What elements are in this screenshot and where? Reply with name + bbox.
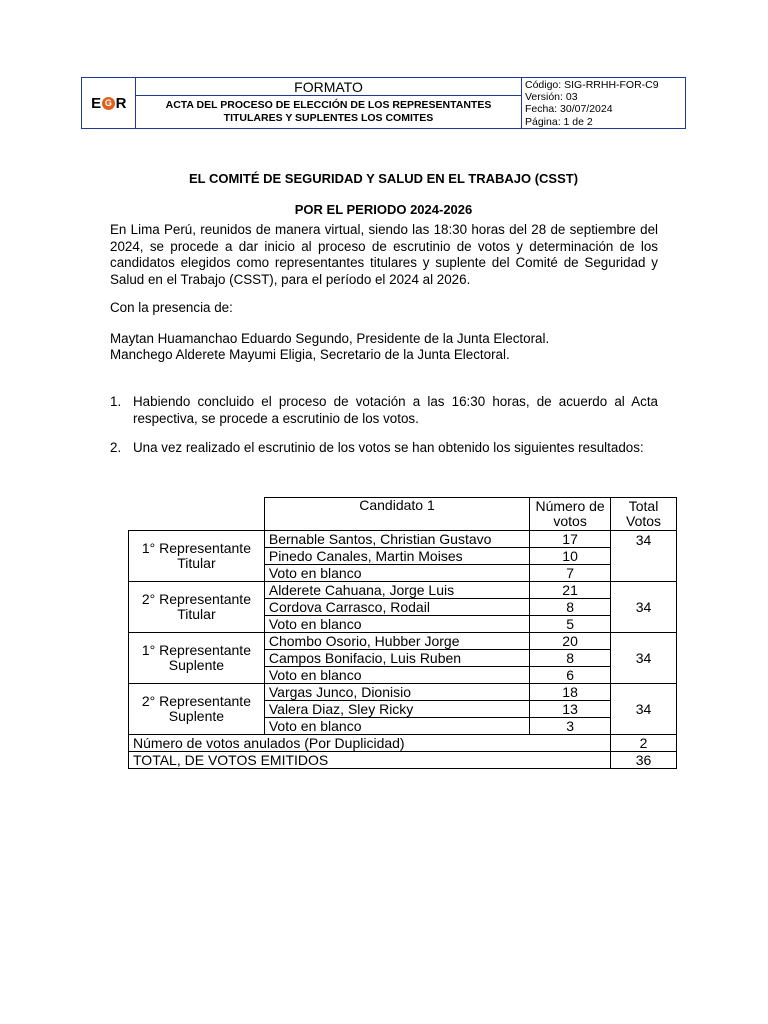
group-label: 1° Representante Suplente: [129, 633, 265, 684]
document-header: [81, 77, 686, 129]
group-total: 34: [611, 531, 677, 582]
candidate-votes: 21: [530, 582, 611, 599]
doc-date: Fecha: 30/07/2024: [525, 103, 613, 116]
candidate-name: Chombo Osorio, Hubber Jorge: [264, 633, 529, 650]
header-total: Total Votos: [611, 498, 677, 531]
candidate-votes: 13: [530, 701, 611, 718]
attendee-secretary: Manchego Alderete Mayumi Eligia, Secretario de la Junta Electoral.: [110, 347, 510, 362]
group-label: 1° Representante Titular: [129, 531, 265, 582]
group-label: 2° Representante Suplente: [129, 684, 265, 735]
group-label: 2° Representante Titular: [129, 582, 265, 633]
total-votes-label: TOTAL, DE VOTOS EMITIDOS: [129, 752, 611, 769]
list-item-text: Habiendo concluido el proceso de votación a las 16:30 horas, de acuerdo al Acta respectiva, se procede a escrutinio de los votos.: [133, 394, 658, 426]
candidate-votes: 7: [530, 565, 611, 582]
candidate-name: Voto en blanco: [264, 667, 529, 684]
intro-paragraph: En Lima Perú, reunidos de manera virtual, siendo las 18:30 horas del 28 de septiembre del 2024, se procede a dar inicio al proceso de escrutinio de votos y determinación de los candidatos elegidos como representantes titulares y suplente del Comité de Seguridad y Salud en el Trabajo (CSST), para el período el 2024 al 2026.: [110, 222, 658, 287]
candidate-name: Voto en blanco: [264, 718, 529, 735]
list-item: [110, 440, 658, 457]
header-candidate: Candidato 1: [264, 498, 529, 531]
table-row: [129, 582, 677, 599]
list-item-text: Una vez realizado el escrutinio de los votos se han obtenido los siguientes resultados:: [133, 440, 644, 455]
group-total: 34: [611, 582, 677, 633]
table-row: [129, 633, 677, 650]
results-table: [128, 497, 677, 769]
empty-corner-cell: [129, 498, 265, 531]
candidate-votes: 8: [530, 650, 611, 667]
group-total: 34: [611, 684, 677, 735]
candidate-votes: 3: [530, 718, 611, 735]
candidate-name: Cordova Carrasco, Rodail: [264, 599, 529, 616]
candidate-name: Campos Bonifacio, Luis Ruben: [264, 650, 529, 667]
annulled-votes-value: 2: [611, 735, 677, 752]
candidate-votes: 20: [530, 633, 611, 650]
header-meta-cell: [522, 78, 685, 128]
header-title-cell: [136, 78, 522, 128]
table-row: [129, 531, 677, 548]
table-row: [129, 684, 677, 701]
format-label: FORMATO: [136, 78, 521, 96]
annulled-votes-row: [129, 735, 677, 752]
document-subtitle: POR EL PERIODO 2024-2026: [294, 202, 473, 217]
company-logo: E G R: [82, 78, 136, 128]
list-item: [110, 394, 658, 427]
candidate-name: Alderete Cahuana, Jorge Luis: [264, 582, 529, 599]
doc-version: Versión: 03: [525, 91, 578, 104]
acta-title-line1: ACTA DEL PROCESO DE ELECCIÓN DE LOS REPRESENTANTES: [165, 99, 492, 111]
header-votes: Número de votos: [530, 498, 611, 531]
list-item-number: 2.: [110, 440, 122, 455]
candidate-name: Bernable Santos, Christian Gustavo: [264, 531, 529, 548]
presence-label: Con la presencia de:: [110, 300, 233, 315]
list-item-number: 1.: [110, 394, 122, 409]
candidate-votes: 18: [530, 684, 611, 701]
doc-code: Código: SIG-RRHH-FOR-C9: [525, 79, 659, 91]
total-votes-row: [129, 752, 677, 769]
acta-title-line2: TITULARES Y SUPLENTES LOS COMITES: [223, 112, 434, 124]
candidate-votes: 8: [530, 599, 611, 616]
total-votes-value: 36: [611, 752, 677, 769]
candidate-name: Valera Diaz, Sley Ricky: [264, 701, 529, 718]
candidate-name: Voto en blanco: [264, 616, 529, 633]
candidate-votes: 17: [530, 531, 611, 548]
attendee-president: Maytan Huamanchao Eduardo Segundo, Presidente de la Junta Electoral.: [110, 331, 550, 346]
candidate-name: Pinedo Canales, Martin Moises: [264, 548, 529, 565]
annulled-votes-label: Número de votos anulados (Por Duplicidad): [129, 735, 611, 752]
document-title: EL COMITÉ DE SEGURIDAD Y SALUD EN EL TRABAJO (CSST): [188, 171, 579, 186]
candidate-votes: 10: [530, 548, 611, 565]
acta-title: [136, 96, 521, 128]
candidate-name: Vargas Junco, Dionisio: [264, 684, 529, 701]
group-total: 34: [611, 633, 677, 684]
candidate-votes: 5: [530, 616, 611, 633]
candidate-name: Voto en blanco: [264, 565, 529, 582]
candidate-votes: 6: [530, 667, 611, 684]
doc-page-number: Página: 1 de 2: [525, 115, 593, 128]
table-header-row: [129, 498, 677, 531]
